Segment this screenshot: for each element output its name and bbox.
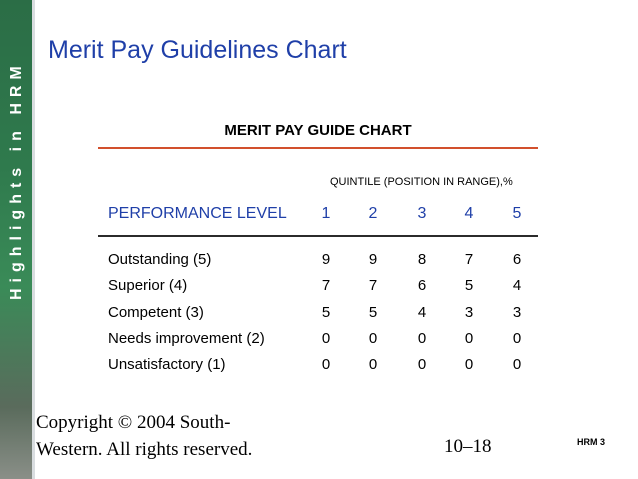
table-cell: 7	[368, 277, 378, 294]
table-cell: 0	[512, 356, 522, 373]
column-header: 4	[464, 205, 474, 222]
title-divider	[98, 147, 538, 149]
table-cell: 3	[512, 304, 522, 321]
sidebar-label: Highlights in HRM	[8, 60, 25, 300]
hrm-tag: HRM 3	[577, 437, 606, 447]
table-cell: 4	[512, 277, 522, 294]
table-cell: 9	[368, 251, 378, 268]
column-header: 5	[512, 205, 522, 222]
table-cell: 4	[417, 304, 427, 321]
copyright-line: Copyright © 2004 South-	[36, 412, 231, 433]
performance-level-header: PERFORMANCE LEVEL	[108, 205, 287, 222]
header-divider	[98, 235, 538, 237]
copyright-line: Western. All rights reserved.	[36, 439, 253, 460]
row-label: Outstanding (5)	[108, 251, 212, 268]
table-cell: 0	[321, 356, 331, 373]
sidebar-banner	[0, 0, 32, 479]
table-cell: 0	[464, 330, 474, 347]
table-cell: 0	[417, 356, 427, 373]
slide-title: Merit Pay Guidelines Chart	[48, 36, 347, 64]
table-cell: 9	[321, 251, 331, 268]
table-cell: 0	[321, 330, 331, 347]
column-header: 3	[417, 205, 427, 222]
table-cell: 6	[417, 277, 427, 294]
table-cell: 6	[512, 251, 522, 268]
table-title: MERIT PAY GUIDE CHART	[224, 122, 412, 139]
column-header: 2	[368, 205, 378, 222]
table-cell: 3	[464, 304, 474, 321]
page-number: 10–18	[444, 436, 492, 457]
column-header: 1	[321, 205, 331, 222]
row-label: Competent (3)	[108, 304, 204, 321]
table-cell: 0	[417, 330, 427, 347]
table-cell: 5	[321, 304, 331, 321]
table-cell: 0	[464, 356, 474, 373]
quintile-caption: QUINTILE (POSITION IN RANGE),%	[330, 176, 513, 188]
table-cell: 5	[368, 304, 378, 321]
row-label: Unsatisfactory (1)	[108, 356, 226, 373]
row-label: Needs improvement (2)	[108, 330, 265, 347]
copyright-notice	[36, 409, 252, 463]
table-cell: 0	[368, 356, 378, 373]
row-label: Superior (4)	[108, 277, 188, 294]
table-cell: 7	[464, 251, 474, 268]
table-cell: 5	[464, 277, 474, 294]
table-cell: 0	[368, 330, 378, 347]
table-cell: 8	[417, 251, 427, 268]
table-cell: 0	[512, 330, 522, 347]
table-cell: 7	[321, 277, 331, 294]
sidebar-edge	[32, 0, 35, 479]
